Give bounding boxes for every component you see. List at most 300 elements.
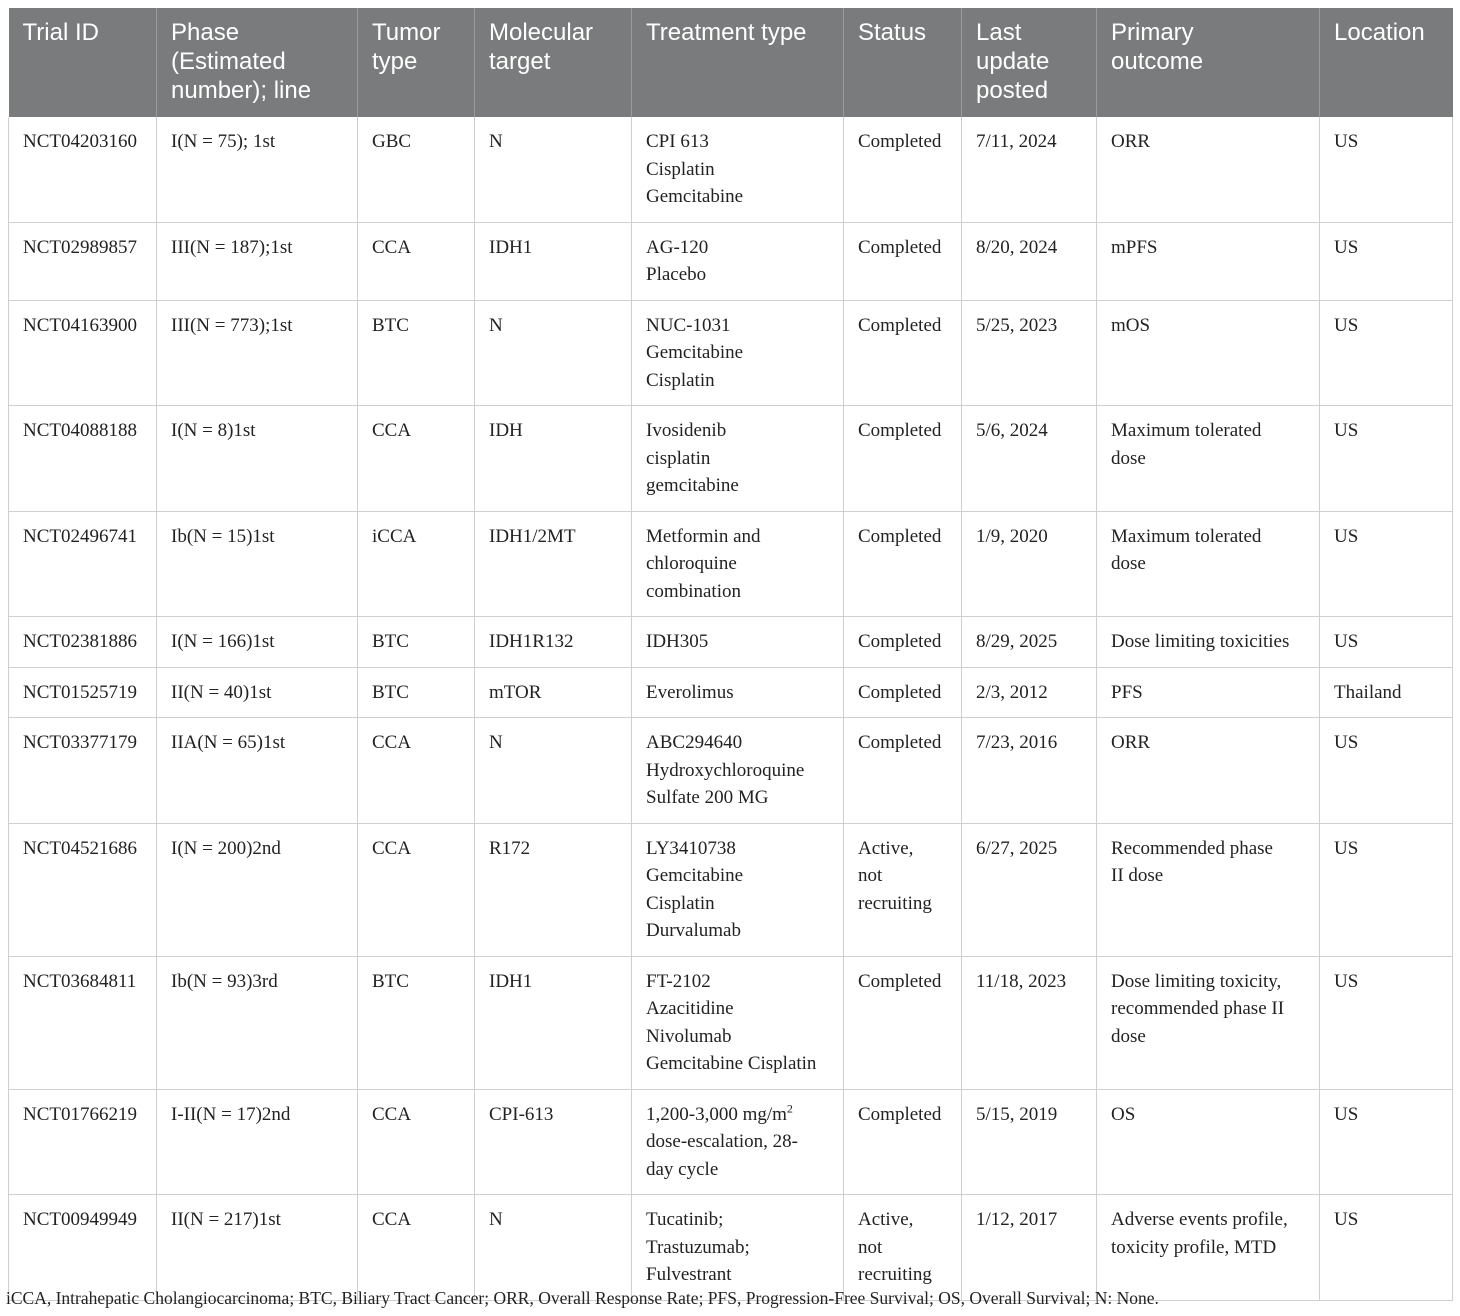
cell-treatment-type (632, 667, 844, 718)
header-status (844, 8, 962, 117)
cell-phase (157, 1195, 358, 1301)
cell-location-text: US (1334, 732, 1359, 753)
cell-treatment-type-line (646, 968, 829, 996)
cell-phase-text: I(N = 8)1st (171, 420, 256, 441)
cell-last-update (962, 667, 1097, 718)
cell-last-update (962, 300, 1097, 406)
header-location (1320, 8, 1453, 117)
cell-treatment-type-line (646, 261, 829, 289)
cell-treatment-type-line (646, 1128, 829, 1156)
cell-treatment-type-text: Gemcitabine (646, 342, 744, 363)
cell-primary-outcome (1097, 823, 1320, 956)
cell-trial-id (9, 117, 157, 222)
cell-primary-outcome-text: mPFS (1111, 236, 1158, 258)
cell-molecular-target (475, 511, 632, 617)
cell-tumor-type-text: BTC (372, 631, 409, 652)
cell-trial-id-text: NCT04163900 (23, 314, 137, 336)
cell-trial-id-text: NCT00949949 (23, 1209, 137, 1230)
cell-status (844, 956, 962, 1089)
cell-phase-text: II(N = 217)1st (171, 1209, 281, 1230)
cell-status-line (858, 679, 947, 707)
header-line: type (372, 48, 418, 75)
cell-last-update-text: 2/3, 2012 (976, 681, 1048, 703)
cell-last-update-text: 8/29, 2025 (976, 631, 1058, 652)
cell-tumor-type-text: BTC (372, 681, 409, 703)
cell-primary-outcome-line (1111, 729, 1305, 757)
cell-status-line (858, 835, 947, 863)
cell-molecular-target-text: CPI-613 (489, 1103, 554, 1125)
cell-primary-outcome (1097, 117, 1320, 222)
cell-phase (157, 718, 358, 824)
table-row (9, 1089, 1453, 1195)
cell-treatment-type (632, 956, 844, 1089)
cell-primary-outcome-text: recommended phase II (1111, 998, 1285, 1019)
header-trial-id (9, 8, 157, 117)
cell-last-update (962, 1089, 1097, 1195)
cell-primary-outcome (1097, 617, 1320, 668)
cell-treatment-type-text: Fulvestrant (646, 1264, 732, 1285)
table-row (9, 823, 1453, 956)
cell-primary-outcome (1097, 222, 1320, 300)
cell-primary-outcome-line (1111, 995, 1305, 1023)
table-row (9, 511, 1453, 617)
cell-treatment-type-text: NUC-1031 (646, 314, 731, 336)
header-line: target (489, 48, 551, 75)
cell-last-update (962, 823, 1097, 956)
cell-location (1320, 1089, 1453, 1195)
cell-phase (157, 300, 358, 406)
cell-treatment-type-line (646, 472, 829, 500)
cell-molecular-target-text: IDH1/2MT (489, 525, 576, 547)
table-row (9, 718, 1453, 824)
cell-location-text: US (1334, 970, 1359, 992)
cell-treatment-type-text: Azacitidine (646, 998, 734, 1019)
cell-treatment-type-text: FT-2102 (646, 970, 711, 992)
cell-treatment-type (632, 1195, 844, 1301)
cell-primary-outcome-text: Dose limiting toxicity, (1111, 970, 1282, 992)
cell-primary-outcome-text: II dose (1111, 865, 1164, 886)
cell-treatment-type (632, 823, 844, 956)
cell-status (844, 406, 962, 512)
cell-tumor-type (358, 222, 475, 300)
table-row (9, 667, 1453, 718)
cell-treatment-type-line (646, 312, 829, 340)
cell-status-line (858, 1261, 947, 1289)
cell-treatment-type-text: day cycle (646, 1158, 719, 1180)
cell-phase-text: III(N = 773);1st (171, 314, 293, 336)
cell-treatment-type-text: Hydroxychloroquine (646, 759, 805, 781)
table-row (9, 406, 1453, 512)
cell-primary-outcome-text: dose (1111, 447, 1146, 469)
cell-trial-id (9, 667, 157, 718)
cell-location-text: US (1334, 525, 1359, 547)
cell-trial-id-text: NCT03377179 (23, 732, 137, 753)
cell-location (1320, 406, 1453, 512)
cell-treatment-type-text: AG-120 (646, 236, 709, 258)
cell-location (1320, 1195, 1453, 1301)
cell-primary-outcome-line (1111, 1023, 1305, 1051)
cell-tumor-type-text: iCCA (372, 525, 417, 547)
cell-status-line (858, 312, 947, 340)
cell-phase-text: IIA(N = 65)1st (171, 732, 286, 753)
cell-treatment-type-line (646, 679, 829, 707)
cell-status (844, 823, 962, 956)
cell-primary-outcome (1097, 667, 1320, 718)
cell-primary-outcome (1097, 718, 1320, 824)
cell-primary-outcome-text: dose (1111, 553, 1146, 574)
cell-treatment-type-text: Cisplatin (646, 892, 715, 914)
cell-treatment-type-line (646, 183, 829, 211)
cell-molecular-target (475, 222, 632, 300)
cell-status-line (858, 862, 947, 890)
cell-primary-outcome-text: Maximum tolerated (1111, 525, 1262, 547)
table-row (9, 956, 1453, 1089)
cell-last-update (962, 1195, 1097, 1301)
cell-primary-outcome-line (1111, 679, 1305, 707)
cell-status-text: not (858, 1236, 883, 1258)
cell-tumor-type (358, 823, 475, 956)
cell-phase (157, 956, 358, 1089)
cell-treatment-type-line (646, 1101, 829, 1129)
cell-molecular-target-text: IDH1 (489, 970, 533, 992)
cell-treatment-type (632, 406, 844, 512)
cell-status-text: Completed (858, 1103, 942, 1125)
cell-molecular-target (475, 1089, 632, 1195)
cell-treatment-type-line (646, 234, 829, 262)
header-line: Molecular (489, 19, 594, 46)
cell-trial-id-text: NCT03684811 (23, 970, 137, 992)
header-tumor-type (358, 8, 475, 117)
cell-primary-outcome-text: ORR (1111, 732, 1151, 753)
cell-phase-text: III(N = 187);1st (171, 236, 293, 258)
cell-treatment-type-text: chloroquine (646, 553, 737, 574)
cell-primary-outcome (1097, 1089, 1320, 1195)
cell-primary-outcome-text: PFS (1111, 681, 1143, 703)
cell-primary-outcome (1097, 511, 1320, 617)
cell-status-text: recruiting (858, 892, 932, 914)
cell-status-line (858, 729, 947, 757)
cell-status (844, 1195, 962, 1301)
cell-status (844, 1089, 962, 1195)
cell-molecular-target (475, 718, 632, 824)
cell-status (844, 667, 962, 718)
cell-location (1320, 222, 1453, 300)
cell-molecular-target (475, 117, 632, 222)
cell-trial-id (9, 617, 157, 668)
cell-location (1320, 117, 1453, 222)
cell-molecular-target (475, 1195, 632, 1301)
table-row (9, 117, 1453, 222)
cell-location (1320, 956, 1453, 1089)
table-row (9, 617, 1453, 668)
cell-tumor-type-text: CCA (372, 837, 412, 859)
cell-tumor-type (358, 1089, 475, 1195)
cell-treatment-type-line (646, 156, 829, 184)
cell-molecular-target-text: N (489, 131, 503, 152)
cell-status-text: Completed (858, 970, 942, 992)
cell-treatment-type-line (646, 1023, 829, 1051)
cell-treatment-type (632, 1089, 844, 1195)
cell-primary-outcome-line (1111, 550, 1305, 578)
cell-treatment-type-text: Placebo (646, 264, 707, 285)
cell-phase (157, 406, 358, 512)
header-line: posted (976, 77, 1049, 104)
header-primary-outcome (1097, 8, 1320, 117)
cell-status-text: Completed (858, 732, 942, 753)
cell-location-text: US (1334, 131, 1359, 152)
cell-status-line (858, 1234, 947, 1262)
cell-trial-id-text: NCT02381886 (23, 631, 137, 652)
cell-location (1320, 718, 1453, 824)
cell-status-text: recruiting (858, 1264, 932, 1285)
header-line: outcome (1111, 48, 1204, 75)
cell-treatment-type-line (646, 578, 829, 606)
cell-phase (157, 511, 358, 617)
cell-treatment-type-text: Trastuzumab; (646, 1236, 750, 1258)
cell-last-update-text: 8/20, 2024 (976, 236, 1058, 258)
cell-primary-outcome-line (1111, 523, 1305, 551)
cell-primary-outcome-text: Maximum tolerated (1111, 420, 1262, 441)
cell-status (844, 511, 962, 617)
cell-molecular-target (475, 617, 632, 668)
cell-phase-text: Ib(N = 15)1st (171, 525, 275, 547)
cell-location (1320, 300, 1453, 406)
cell-last-update-text: 6/27, 2025 (976, 837, 1058, 859)
cell-treatment-type-line (646, 835, 829, 863)
cell-molecular-target (475, 956, 632, 1089)
cell-last-update-text: 11/18, 2023 (976, 970, 1067, 992)
cell-trial-id-text: NCT04203160 (23, 131, 137, 152)
cell-primary-outcome-line (1111, 128, 1305, 156)
cell-molecular-target-text: N (489, 1209, 503, 1230)
cell-primary-outcome (1097, 300, 1320, 406)
cell-primary-outcome-line (1111, 835, 1305, 863)
cell-status-line (858, 1101, 947, 1129)
cell-status-line (858, 1206, 947, 1234)
header-line: Status (858, 19, 927, 46)
cell-treatment-type-line (646, 890, 829, 918)
cell-treatment-type-line (646, 729, 829, 757)
cell-trial-id-text: NCT01525719 (23, 681, 137, 703)
cell-status-line (858, 128, 947, 156)
cell-tumor-type-text: GBC (372, 131, 412, 152)
cell-status-text: Active, (858, 1209, 914, 1230)
cell-last-update-text: 5/15, 2019 (976, 1103, 1058, 1125)
cell-treatment-type-text: LY3410738 (646, 837, 736, 859)
cell-primary-outcome-line (1111, 968, 1305, 996)
cell-treatment-type-text: dose-escalation, 28- (646, 1131, 798, 1152)
header-phase (157, 8, 358, 117)
cell-status (844, 718, 962, 824)
cell-status-text: Completed (858, 631, 942, 652)
cell-treatment-type (632, 222, 844, 300)
cell-treatment-type-text: ABC294640 (646, 732, 743, 753)
cell-treatment-type-text: CPI 613 (646, 131, 709, 152)
header-line: Last (976, 19, 1022, 46)
cell-primary-outcome-line (1111, 234, 1305, 262)
cell-trial-id (9, 300, 157, 406)
cell-molecular-target (475, 300, 632, 406)
cell-last-update-text: 7/23, 2016 (976, 732, 1058, 753)
header-treatment-type (632, 8, 844, 117)
cell-molecular-target-text: mTOR (489, 681, 542, 703)
cell-primary-outcome (1097, 406, 1320, 512)
cell-location-text: US (1334, 1209, 1359, 1230)
cell-status-line (858, 628, 947, 656)
cell-tumor-type (358, 718, 475, 824)
cell-last-update (962, 117, 1097, 222)
cell-phase (157, 667, 358, 718)
cell-trial-id-text: NCT01766219 (23, 1103, 137, 1125)
cell-treatment-type-line (646, 1050, 829, 1078)
cell-tumor-type (358, 956, 475, 1089)
cell-trial-id-text: NCT04088188 (23, 420, 137, 441)
cell-status-line (858, 968, 947, 996)
cell-molecular-target-text: N (489, 732, 503, 753)
cell-last-update-text: 1/12, 2017 (976, 1209, 1058, 1230)
cell-tumor-type (358, 300, 475, 406)
cell-treatment-type-text: IDH305 (646, 631, 709, 652)
cell-tumor-type (358, 117, 475, 222)
cell-molecular-target-text: R172 (489, 837, 531, 859)
cell-location (1320, 511, 1453, 617)
cell-phase-text: I(N = 75); 1st (171, 131, 276, 152)
cell-treatment-type-text: Durvalumab (646, 920, 741, 941)
cell-location-text: Thailand (1334, 681, 1402, 703)
table-row (9, 300, 1453, 406)
header-line: (Estimated (171, 48, 286, 75)
header-line: update (976, 48, 1050, 75)
cell-location-text: US (1334, 1103, 1359, 1125)
cell-trial-id (9, 956, 157, 1089)
cell-primary-outcome-line (1111, 417, 1305, 445)
cell-status-line (858, 234, 947, 262)
cell-tumor-type-text: CCA (372, 732, 412, 753)
cell-last-update (962, 617, 1097, 668)
cell-last-update-text: 5/6, 2024 (976, 420, 1048, 441)
cell-tumor-type-text: CCA (372, 236, 412, 258)
cell-treatment-type-line (646, 862, 829, 890)
cell-treatment-type-line (646, 757, 829, 785)
cell-primary-outcome-text: toxicity profile, MTD (1111, 1236, 1277, 1258)
superscript: 2 (786, 1101, 793, 1116)
cell-phase (157, 617, 358, 668)
cell-treatment-type-text: Everolimus (646, 681, 734, 703)
cell-location-text: US (1334, 314, 1359, 336)
cell-treatment-type-text: cisplatin (646, 447, 711, 469)
cell-tumor-type (358, 1195, 475, 1301)
header-molecular-target (475, 8, 632, 117)
cell-last-update (962, 718, 1097, 824)
table-header (9, 8, 1453, 117)
cell-status-text: Completed (858, 131, 942, 152)
cell-location (1320, 823, 1453, 956)
cell-tumor-type-text: CCA (372, 1209, 412, 1230)
cell-last-update (962, 511, 1097, 617)
cell-molecular-target (475, 667, 632, 718)
header-last-update (962, 8, 1097, 117)
cell-status-text: Completed (858, 314, 942, 336)
cell-tumor-type-text: CCA (372, 1103, 412, 1125)
cell-treatment-type-line (646, 1156, 829, 1184)
cell-primary-outcome-line (1111, 862, 1305, 890)
cell-treatment-type-line (646, 367, 829, 395)
cell-primary-outcome-line (1111, 445, 1305, 473)
cell-treatment-type-text: Gemcitabine Cisplatin (646, 1053, 817, 1074)
cell-status-text: Completed (858, 525, 942, 547)
header-line: Phase (171, 19, 240, 46)
cell-trial-id (9, 406, 157, 512)
cell-status-text: Completed (858, 681, 942, 703)
cell-status (844, 617, 962, 668)
cell-last-update (962, 956, 1097, 1089)
cell-treatment-type-line (646, 550, 829, 578)
cell-tumor-type-text: CCA (372, 420, 412, 441)
cell-molecular-target (475, 823, 632, 956)
cell-location-text: US (1334, 631, 1359, 652)
cell-location-text: US (1334, 420, 1359, 441)
cell-treatment-type (632, 511, 844, 617)
header-row (9, 8, 1453, 117)
cell-molecular-target-text: N (489, 314, 503, 336)
cell-primary-outcome-line (1111, 312, 1305, 340)
cell-tumor-type (358, 667, 475, 718)
cell-phase (157, 117, 358, 222)
cell-trial-id (9, 511, 157, 617)
header-line: Trial ID (22, 19, 99, 46)
cell-treatment-type-text: Cisplatin (646, 158, 715, 180)
cell-treatment-type (632, 117, 844, 222)
cell-treatment-type-text: Sulfate 200 MG (646, 787, 769, 808)
cell-molecular-target-text: IDH1 (489, 236, 533, 258)
cell-treatment-type-line (646, 995, 829, 1023)
cell-primary-outcome-text: Adverse events profile, (1111, 1209, 1288, 1230)
header-line: Primary (1111, 19, 1194, 46)
table-footnote: iCCA, Intrahepatic Cholangiocarcinoma; BTC, Biliary Tract Cancer; ORR, Overall Response Rate; PFS, Progression-Free Survival; OS, Overall Survival; N: None. (6, 1288, 1159, 1308)
cell-trial-id-text: NCT02496741 (23, 525, 137, 547)
trial-table-container (8, 8, 1452, 1301)
cell-phase-text: I-II(N = 17)2nd (171, 1103, 291, 1125)
header-line: number); line (171, 77, 312, 104)
cell-phase-text: II(N = 40)1st (171, 681, 272, 703)
clinical-trials-table (8, 8, 1453, 1301)
cell-status-line (858, 523, 947, 551)
cell-trial-id (9, 1089, 157, 1195)
cell-treatment-type-text: Gemcitabine (646, 865, 744, 886)
cell-treatment-type-line (646, 917, 829, 945)
cell-treatment-type (632, 617, 844, 668)
cell-primary-outcome-line (1111, 1234, 1305, 1262)
cell-primary-outcome-text: mOS (1111, 314, 1151, 336)
cell-treatment-type-line (646, 128, 829, 156)
cell-phase-text: I(N = 200)2nd (171, 837, 281, 859)
cell-trial-id-text: NCT02989857 (23, 236, 137, 258)
cell-primary-outcome-text: Recommended phase (1111, 837, 1273, 859)
cell-tumor-type (358, 511, 475, 617)
cell-location-text: US (1334, 236, 1359, 258)
cell-status (844, 222, 962, 300)
cell-last-update-text: 5/25, 2023 (976, 314, 1058, 336)
cell-molecular-target (475, 406, 632, 512)
cell-treatment-type-line (646, 1234, 829, 1262)
cell-tumor-type-text: BTC (372, 970, 409, 992)
cell-trial-id (9, 823, 157, 956)
cell-status (844, 117, 962, 222)
cell-status-text: not (858, 865, 883, 886)
cell-phase (157, 222, 358, 300)
cell-trial-id (9, 222, 157, 300)
cell-treatment-type-text: Tucatinib; (646, 1209, 724, 1230)
